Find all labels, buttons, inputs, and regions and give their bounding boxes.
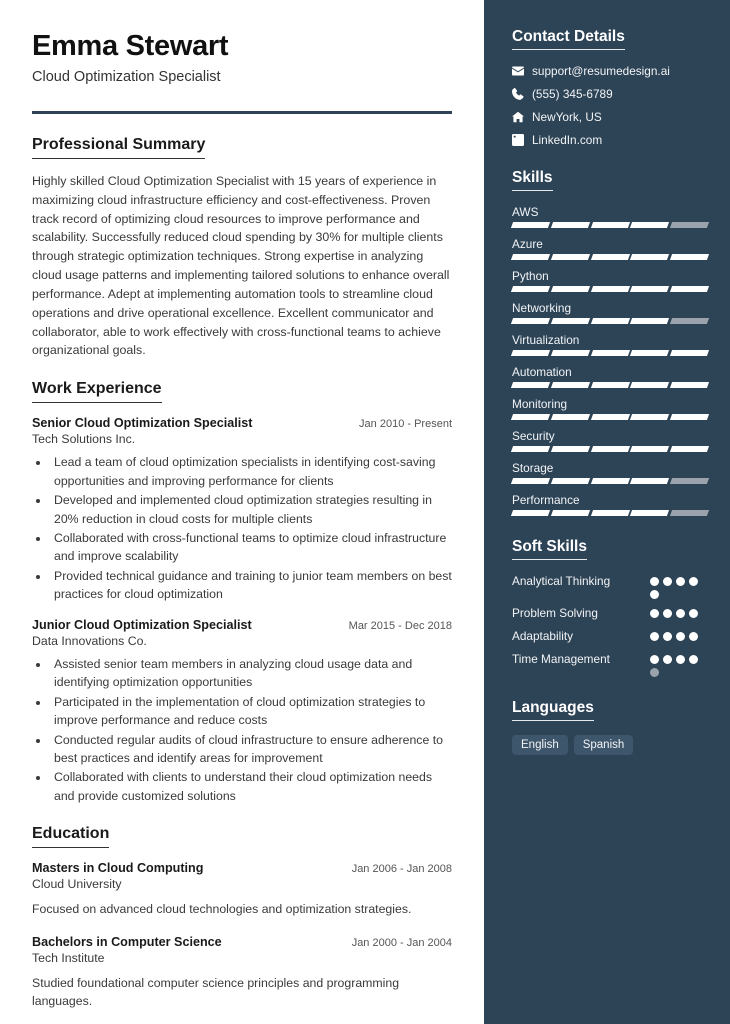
skill-label: Automation xyxy=(512,365,572,379)
rating-dot xyxy=(689,609,698,618)
education-entry-header xyxy=(32,935,452,949)
skill-bar-segment xyxy=(511,254,550,260)
skill-label: Python xyxy=(512,269,549,283)
skill-bar-segment xyxy=(591,318,630,324)
header-block xyxy=(32,30,452,85)
education-date: Jan 2000 - Jan 2004 xyxy=(351,936,452,949)
soft-skill-label: Time Management xyxy=(512,651,610,666)
skill-bar-segment xyxy=(511,478,550,484)
envelope-icon xyxy=(512,65,532,77)
soft-skill-item xyxy=(512,652,708,677)
soft-skill-item xyxy=(512,606,708,622)
skill-label: Virtualization xyxy=(512,333,580,347)
skill-bar-segment xyxy=(591,414,630,420)
work-bullet: • Provided technical guidance and training to junior team members on best practices for cloud optimization xyxy=(50,567,452,604)
work-bullet: • Developed and implemented cloud optimization strategies resulting in 20% reduction in cloud costs for multiple clients xyxy=(50,491,452,528)
work-bullet: • Participated in the implementation of cloud optimization strategies to improve performance and reduce costs xyxy=(50,693,452,730)
header-divider xyxy=(32,111,452,114)
soft-skill-rating-dots xyxy=(650,629,708,641)
skill-bar-segment xyxy=(630,382,669,388)
work-bullet: • Collaborated with cross-functional teams to optimize cloud infrastructure and improve scalability xyxy=(50,529,452,566)
skills-heading: Skills xyxy=(512,169,553,191)
skill-bar-segment xyxy=(511,446,550,452)
work-organization: Data Innovations Co. xyxy=(32,633,147,648)
skill-bar-segment xyxy=(591,510,630,516)
work-date: Mar 2015 - Dec 2018 xyxy=(348,619,452,632)
skill-bar-segment xyxy=(511,318,550,324)
rating-dot xyxy=(663,632,672,641)
rating-dot xyxy=(689,577,698,586)
skill-bar-segment xyxy=(591,446,630,452)
skill-bar-segment xyxy=(511,350,550,356)
education-list xyxy=(32,861,452,1010)
skill-item xyxy=(512,237,708,260)
skill-bar-segment xyxy=(551,446,590,452)
soft-skill-label: Analytical Thinking xyxy=(512,574,611,588)
work-heading: Work Experience xyxy=(32,380,162,403)
skill-bar-segment xyxy=(630,446,669,452)
skill-label: Monitoring xyxy=(512,397,568,411)
skill-bar-segment xyxy=(630,510,669,516)
rating-dot xyxy=(676,577,685,586)
skill-label: AWS xyxy=(512,205,539,219)
skill-level-bar xyxy=(512,222,708,228)
rating-dot xyxy=(676,609,685,618)
education-degree: Bachelors in Computer Science xyxy=(32,934,222,949)
skill-item xyxy=(512,205,708,228)
rating-dot xyxy=(650,609,659,618)
education-entry xyxy=(32,861,452,918)
skill-bar-segment xyxy=(670,510,709,516)
soft-skills-list xyxy=(512,574,708,677)
skill-level-bar xyxy=(512,318,708,324)
linkedin-icon xyxy=(512,134,532,146)
skill-bar-segment xyxy=(591,286,630,292)
skill-item xyxy=(512,429,708,452)
rating-dot xyxy=(650,577,659,586)
contact-row[interactable] xyxy=(512,133,708,147)
education-school: Cloud University xyxy=(32,877,122,892)
work-entry-header xyxy=(32,618,452,632)
work-entry xyxy=(32,416,452,604)
skill-bar-segment xyxy=(670,350,709,356)
skill-level-bar xyxy=(512,510,708,516)
soft-skill-rating-dots xyxy=(650,574,708,599)
skill-bar-segment xyxy=(670,222,709,228)
work-bullet: • Conducted regular audits of cloud infrastructure to ensure adherence to best practices and identify areas for improvement xyxy=(50,731,452,768)
rating-dot xyxy=(663,577,672,586)
education-date: Jan 2006 - Jan 2008 xyxy=(351,863,452,876)
work-bullet-list xyxy=(50,453,452,604)
section-professional-summary xyxy=(32,136,452,360)
skill-label: Networking xyxy=(512,301,572,315)
skill-bar-segment xyxy=(630,286,669,292)
language-chip: English xyxy=(512,735,568,755)
work-organization: Tech Solutions Inc. xyxy=(32,432,136,447)
soft-skill-rating-dots xyxy=(650,606,708,618)
work-entry-header xyxy=(32,416,452,430)
rating-dot xyxy=(663,609,672,618)
language-chip: Spanish xyxy=(574,735,634,755)
phone-icon xyxy=(512,88,532,100)
skill-item xyxy=(512,397,708,420)
rating-dot xyxy=(676,632,685,641)
skill-bar-segment xyxy=(630,318,669,324)
skill-bar-segment xyxy=(630,222,669,228)
skill-bar-segment xyxy=(630,478,669,484)
contact-text: NewYork, US xyxy=(532,110,602,124)
skill-item xyxy=(512,269,708,292)
section-work-experience xyxy=(32,380,452,805)
education-degree: Masters in Cloud Computing xyxy=(32,861,204,876)
work-list xyxy=(32,416,452,805)
skill-bar-segment xyxy=(591,254,630,260)
home-icon xyxy=(512,111,532,123)
skill-bar-segment xyxy=(591,350,630,356)
skill-bar-segment xyxy=(551,222,590,228)
skill-label: Security xyxy=(512,429,555,443)
rating-dot xyxy=(663,655,672,664)
skill-bar-segment xyxy=(670,318,709,324)
skill-item xyxy=(512,461,708,484)
rating-dot xyxy=(689,632,698,641)
rating-dot xyxy=(650,655,659,664)
soft-skill-item xyxy=(512,629,708,645)
sidebar-section-skills xyxy=(512,169,708,516)
work-bullet: • Assisted senior team members in analyzing cloud usage data and identifying optimization opportunities xyxy=(50,655,452,692)
skill-level-bar xyxy=(512,350,708,356)
skill-bar-segment xyxy=(511,382,550,388)
skill-bar-segment xyxy=(551,286,590,292)
soft-skills-heading: Soft Skills xyxy=(512,538,587,560)
skill-item xyxy=(512,301,708,324)
work-bullet-list xyxy=(50,655,452,806)
education-description: Studied foundational computer science principles and programming languages. xyxy=(32,975,400,1009)
contact-row[interactable] xyxy=(512,110,708,124)
skill-bar-segment xyxy=(511,222,550,228)
rating-dot xyxy=(689,655,698,664)
skill-item xyxy=(512,365,708,388)
skill-bar-segment xyxy=(591,222,630,228)
skill-bar-segment xyxy=(670,414,709,420)
contact-list xyxy=(512,64,708,147)
contact-row[interactable] xyxy=(512,64,708,78)
skill-bar-segment xyxy=(670,382,709,388)
skill-level-bar xyxy=(512,414,708,420)
section-education xyxy=(32,825,452,1010)
education-entry-header xyxy=(32,861,452,875)
summary-heading: Professional Summary xyxy=(32,136,205,159)
sidebar-section-soft-skills xyxy=(512,538,708,677)
skill-bar-segment xyxy=(551,478,590,484)
soft-skill-rating-dots xyxy=(650,652,708,677)
skill-bar-segment xyxy=(511,286,550,292)
skill-bar-segment xyxy=(551,382,590,388)
contact-heading: Contact Details xyxy=(512,28,625,50)
skill-bar-segment xyxy=(551,254,590,260)
contact-text: support@resumedesign.ai xyxy=(532,64,670,78)
skill-bar-segment xyxy=(551,510,590,516)
education-heading: Education xyxy=(32,825,109,848)
languages-heading: Languages xyxy=(512,699,594,721)
skill-level-bar xyxy=(512,478,708,484)
skill-item xyxy=(512,333,708,356)
candidate-name: Emma Stewart xyxy=(32,30,229,62)
skill-bar-segment xyxy=(670,254,709,260)
skill-bar-segment xyxy=(670,446,709,452)
skill-level-bar xyxy=(512,382,708,388)
contact-text: (555) 345-6789 xyxy=(532,87,613,101)
education-description: Focused on advanced cloud technologies and optimization strategies. xyxy=(32,902,412,917)
sidebar xyxy=(484,0,730,1024)
skill-label: Performance xyxy=(512,493,580,507)
summary-text: Highly skilled Cloud Optimization Specialist with 15 years of experience in maximizing cloud infrastructure efficiency and cost-effectiveness. Proven track record of optimizing cloud resources to improve performance and scalability. Successfully reduced cloud spending by 30% for multiple clients through strategic optimization techniques. Strong expertise in analyzing cloud usage patterns and implementing tailored solutions to enhance overall performance. Adept at implementing automation tools to streamline cloud operations and drive operational excellence. Excellent communicator and collaborator, able to work effectively with cross-functional teams to achieve organizational goals. xyxy=(32,173,450,358)
sidebar-section-languages xyxy=(512,699,708,755)
skill-level-bar xyxy=(512,446,708,452)
education-entry xyxy=(32,935,452,1011)
language-chip-list xyxy=(512,735,708,755)
skill-level-bar xyxy=(512,254,708,260)
education-school: Tech Institute xyxy=(32,950,105,965)
skill-bar-segment xyxy=(511,414,550,420)
work-role: Senior Cloud Optimization Specialist xyxy=(32,416,253,431)
skill-bar-segment xyxy=(511,510,550,516)
rating-dot xyxy=(676,655,685,664)
skill-label: Azure xyxy=(512,237,543,251)
work-role: Junior Cloud Optimization Specialist xyxy=(32,617,252,632)
skill-bar-segment xyxy=(630,254,669,260)
skill-bar-segment xyxy=(670,286,709,292)
skill-bar-segment xyxy=(670,478,709,484)
work-entry xyxy=(32,618,452,806)
skills-list xyxy=(512,205,708,516)
skill-bar-segment xyxy=(591,478,630,484)
skill-label: Storage xyxy=(512,461,554,475)
work-bullet: • Lead a team of cloud optimization specialists in identifying cost-saving opportunities and improving performance for clients xyxy=(50,453,452,490)
rating-dot xyxy=(650,668,659,677)
skill-bar-segment xyxy=(551,350,590,356)
rating-dot xyxy=(650,590,659,599)
skill-level-bar xyxy=(512,286,708,292)
contact-row[interactable] xyxy=(512,87,708,101)
skill-bar-segment xyxy=(630,414,669,420)
work-date: Jan 2010 - Present xyxy=(359,418,452,431)
soft-skill-item xyxy=(512,574,708,599)
rating-dot xyxy=(650,632,659,641)
skill-bar-segment xyxy=(591,382,630,388)
candidate-title: Cloud Optimization Specialist xyxy=(32,69,221,86)
work-bullet: • Collaborated with clients to understand their cloud optimization needs and provide customized solutions xyxy=(50,768,452,805)
soft-skill-label: Adaptability xyxy=(512,628,573,643)
skill-bar-segment xyxy=(551,318,590,324)
contact-text: LinkedIn.com xyxy=(532,133,603,147)
soft-skill-label: Problem Solving xyxy=(512,606,598,620)
skill-item xyxy=(512,493,708,516)
sidebar-section-contact xyxy=(512,28,708,147)
skill-bar-segment xyxy=(630,350,669,356)
skill-bar-segment xyxy=(551,414,590,420)
